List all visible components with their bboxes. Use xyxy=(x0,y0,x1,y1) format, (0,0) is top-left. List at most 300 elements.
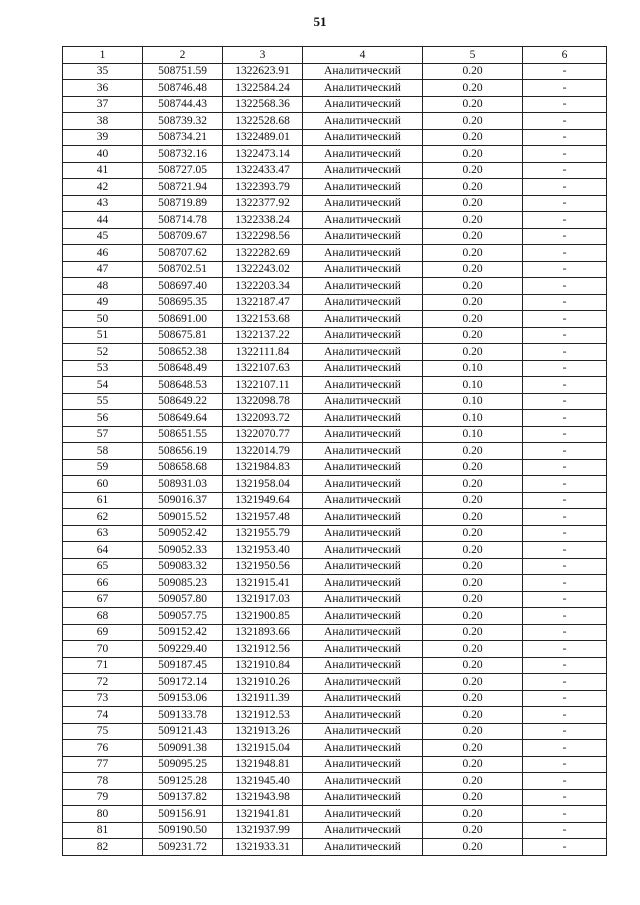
point-number-cell: 62 xyxy=(63,509,143,526)
y-coordinate-cell: 1322473.14 xyxy=(223,146,303,163)
x-coordinate-cell: 509156.91 xyxy=(143,806,223,823)
table-row xyxy=(63,179,607,196)
method-cell: Аналитический xyxy=(303,96,423,113)
table-row xyxy=(63,426,607,443)
note-cell: - xyxy=(523,294,607,311)
y-coordinate-cell: 1322298.56 xyxy=(223,228,303,245)
note-cell: - xyxy=(523,261,607,278)
method-cell: Аналитический xyxy=(303,641,423,658)
accuracy-cell: 0.20 xyxy=(423,459,523,476)
y-coordinate-cell: 1321984.83 xyxy=(223,459,303,476)
x-coordinate-cell: 509231.72 xyxy=(143,839,223,856)
y-coordinate-cell: 1322623.91 xyxy=(223,63,303,80)
header-cell-5: 5 xyxy=(423,47,523,64)
table-body xyxy=(63,63,607,855)
table-row xyxy=(63,261,607,278)
x-coordinate-cell: 508721.94 xyxy=(143,179,223,196)
x-coordinate-cell: 508751.59 xyxy=(143,63,223,80)
note-cell: - xyxy=(523,525,607,542)
x-coordinate-cell: 508727.05 xyxy=(143,162,223,179)
point-number-cell: 47 xyxy=(63,261,143,278)
accuracy-cell: 0.20 xyxy=(423,806,523,823)
note-cell: - xyxy=(523,773,607,790)
method-cell: Аналитический xyxy=(303,459,423,476)
table-row xyxy=(63,674,607,691)
accuracy-cell: 0.20 xyxy=(423,525,523,542)
method-cell: Аналитический xyxy=(303,80,423,97)
x-coordinate-cell: 509229.40 xyxy=(143,641,223,658)
accuracy-cell: 0.20 xyxy=(423,195,523,212)
y-coordinate-cell: 1321910.84 xyxy=(223,657,303,674)
note-cell: - xyxy=(523,212,607,229)
table-row xyxy=(63,410,607,427)
accuracy-cell: 0.20 xyxy=(423,773,523,790)
x-coordinate-cell: 508732.16 xyxy=(143,146,223,163)
x-coordinate-cell: 509152.42 xyxy=(143,624,223,641)
note-cell: - xyxy=(523,690,607,707)
header-row xyxy=(63,47,607,64)
y-coordinate-cell: 1321958.04 xyxy=(223,476,303,493)
table-row xyxy=(63,806,607,823)
point-number-cell: 42 xyxy=(63,179,143,196)
point-number-cell: 69 xyxy=(63,624,143,641)
accuracy-cell: 0.20 xyxy=(423,245,523,262)
y-coordinate-cell: 1322107.63 xyxy=(223,360,303,377)
point-number-cell: 74 xyxy=(63,707,143,724)
y-coordinate-cell: 1321933.31 xyxy=(223,839,303,856)
table-row xyxy=(63,641,607,658)
y-coordinate-cell: 1322528.68 xyxy=(223,113,303,130)
method-cell: Аналитический xyxy=(303,113,423,130)
point-number-cell: 52 xyxy=(63,344,143,361)
accuracy-cell: 0.20 xyxy=(423,228,523,245)
method-cell: Аналитический xyxy=(303,509,423,526)
note-cell: - xyxy=(523,608,607,625)
x-coordinate-cell: 508702.51 xyxy=(143,261,223,278)
method-cell: Аналитический xyxy=(303,740,423,757)
note-cell: - xyxy=(523,96,607,113)
method-cell: Аналитический xyxy=(303,377,423,394)
x-coordinate-cell: 508739.32 xyxy=(143,113,223,130)
method-cell: Аналитический xyxy=(303,839,423,856)
table-row xyxy=(63,146,607,163)
y-coordinate-cell: 1321945.40 xyxy=(223,773,303,790)
x-coordinate-cell: 508744.43 xyxy=(143,96,223,113)
accuracy-cell: 0.10 xyxy=(423,410,523,427)
point-number-cell: 46 xyxy=(63,245,143,262)
table-row xyxy=(63,212,607,229)
method-cell: Аналитический xyxy=(303,756,423,773)
table-row xyxy=(63,245,607,262)
table-row xyxy=(63,162,607,179)
point-number-cell: 43 xyxy=(63,195,143,212)
point-number-cell: 78 xyxy=(63,773,143,790)
header-cell-2: 2 xyxy=(143,47,223,64)
table-row xyxy=(63,311,607,328)
note-cell: - xyxy=(523,558,607,575)
method-cell: Аналитический xyxy=(303,624,423,641)
table-row xyxy=(63,740,607,757)
x-coordinate-cell: 508709.67 xyxy=(143,228,223,245)
y-coordinate-cell: 1321912.53 xyxy=(223,707,303,724)
accuracy-cell: 0.20 xyxy=(423,146,523,163)
y-coordinate-cell: 1322203.34 xyxy=(223,278,303,295)
y-coordinate-cell: 1321937.99 xyxy=(223,822,303,839)
y-coordinate-cell: 1321893.66 xyxy=(223,624,303,641)
point-number-cell: 57 xyxy=(63,426,143,443)
y-coordinate-cell: 1322584.24 xyxy=(223,80,303,97)
table-row xyxy=(63,542,607,559)
table-row xyxy=(63,393,607,410)
note-cell: - xyxy=(523,822,607,839)
point-number-cell: 82 xyxy=(63,839,143,856)
point-number-cell: 38 xyxy=(63,113,143,130)
note-cell: - xyxy=(523,360,607,377)
accuracy-cell: 0.20 xyxy=(423,212,523,229)
accuracy-cell: 0.20 xyxy=(423,278,523,295)
accuracy-cell: 0.20 xyxy=(423,80,523,97)
point-number-cell: 50 xyxy=(63,311,143,328)
y-coordinate-cell: 1321915.04 xyxy=(223,740,303,757)
method-cell: Аналитический xyxy=(303,63,423,80)
y-coordinate-cell: 1321911.39 xyxy=(223,690,303,707)
method-cell: Аналитический xyxy=(303,476,423,493)
accuracy-cell: 0.20 xyxy=(423,509,523,526)
point-number-cell: 75 xyxy=(63,723,143,740)
point-number-cell: 56 xyxy=(63,410,143,427)
header-cell-4: 4 xyxy=(303,47,423,64)
note-cell: - xyxy=(523,542,607,559)
y-coordinate-cell: 1322111.84 xyxy=(223,344,303,361)
table-row xyxy=(63,360,607,377)
note-cell: - xyxy=(523,228,607,245)
y-coordinate-cell: 1322098.78 xyxy=(223,393,303,410)
note-cell: - xyxy=(523,426,607,443)
note-cell: - xyxy=(523,509,607,526)
y-coordinate-cell: 1321912.56 xyxy=(223,641,303,658)
x-coordinate-cell: 508648.49 xyxy=(143,360,223,377)
note-cell: - xyxy=(523,327,607,344)
accuracy-cell: 0.20 xyxy=(423,690,523,707)
x-coordinate-cell: 508658.68 xyxy=(143,459,223,476)
method-cell: Аналитический xyxy=(303,443,423,460)
note-cell: - xyxy=(523,641,607,658)
accuracy-cell: 0.20 xyxy=(423,542,523,559)
table-row xyxy=(63,96,607,113)
y-coordinate-cell: 1321900.85 xyxy=(223,608,303,625)
x-coordinate-cell: 508649.64 xyxy=(143,410,223,427)
point-number-cell: 66 xyxy=(63,575,143,592)
method-cell: Аналитический xyxy=(303,707,423,724)
x-coordinate-cell: 509153.06 xyxy=(143,690,223,707)
header-cell-6: 6 xyxy=(523,47,607,64)
note-cell: - xyxy=(523,575,607,592)
method-cell: Аналитический xyxy=(303,789,423,806)
x-coordinate-cell: 508675.81 xyxy=(143,327,223,344)
note-cell: - xyxy=(523,707,607,724)
method-cell: Аналитический xyxy=(303,294,423,311)
table-row xyxy=(63,756,607,773)
method-cell: Аналитический xyxy=(303,690,423,707)
y-coordinate-cell: 1322070.77 xyxy=(223,426,303,443)
point-number-cell: 55 xyxy=(63,393,143,410)
x-coordinate-cell: 509057.80 xyxy=(143,591,223,608)
table-row xyxy=(63,80,607,97)
header-cell-1: 1 xyxy=(63,47,143,64)
table-row xyxy=(63,575,607,592)
y-coordinate-cell: 1322243.02 xyxy=(223,261,303,278)
accuracy-cell: 0.20 xyxy=(423,344,523,361)
table-row xyxy=(63,228,607,245)
point-number-cell: 40 xyxy=(63,146,143,163)
table-row xyxy=(63,113,607,130)
accuracy-cell: 0.20 xyxy=(423,624,523,641)
point-number-cell: 45 xyxy=(63,228,143,245)
x-coordinate-cell: 509052.42 xyxy=(143,525,223,542)
method-cell: Аналитический xyxy=(303,228,423,245)
method-cell: Аналитический xyxy=(303,393,423,410)
note-cell: - xyxy=(523,245,607,262)
point-number-cell: 73 xyxy=(63,690,143,707)
accuracy-cell: 0.20 xyxy=(423,311,523,328)
table-row xyxy=(63,476,607,493)
x-coordinate-cell: 509187.45 xyxy=(143,657,223,674)
y-coordinate-cell: 1322489.01 xyxy=(223,129,303,146)
accuracy-cell: 0.20 xyxy=(423,179,523,196)
table-row xyxy=(63,723,607,740)
x-coordinate-cell: 508652.38 xyxy=(143,344,223,361)
x-coordinate-cell: 508714.78 xyxy=(143,212,223,229)
point-number-cell: 80 xyxy=(63,806,143,823)
note-cell: - xyxy=(523,492,607,509)
point-number-cell: 64 xyxy=(63,542,143,559)
accuracy-cell: 0.20 xyxy=(423,96,523,113)
y-coordinate-cell: 1322338.24 xyxy=(223,212,303,229)
point-number-cell: 39 xyxy=(63,129,143,146)
method-cell: Аналитический xyxy=(303,146,423,163)
table-row xyxy=(63,789,607,806)
method-cell: Аналитический xyxy=(303,426,423,443)
accuracy-cell: 0.20 xyxy=(423,608,523,625)
accuracy-cell: 0.20 xyxy=(423,162,523,179)
note-cell: - xyxy=(523,311,607,328)
y-coordinate-cell: 1322187.47 xyxy=(223,294,303,311)
accuracy-cell: 0.20 xyxy=(423,591,523,608)
y-coordinate-cell: 1321957.48 xyxy=(223,509,303,526)
y-coordinate-cell: 1321953.40 xyxy=(223,542,303,559)
point-number-cell: 67 xyxy=(63,591,143,608)
method-cell: Аналитический xyxy=(303,806,423,823)
accuracy-cell: 0.20 xyxy=(423,558,523,575)
note-cell: - xyxy=(523,63,607,80)
note-cell: - xyxy=(523,278,607,295)
accuracy-cell: 0.20 xyxy=(423,641,523,658)
x-coordinate-cell: 508707.62 xyxy=(143,245,223,262)
point-number-cell: 71 xyxy=(63,657,143,674)
method-cell: Аналитический xyxy=(303,327,423,344)
point-number-cell: 61 xyxy=(63,492,143,509)
note-cell: - xyxy=(523,162,607,179)
y-coordinate-cell: 1321948.81 xyxy=(223,756,303,773)
accuracy-cell: 0.10 xyxy=(423,426,523,443)
method-cell: Аналитический xyxy=(303,723,423,740)
point-number-cell: 76 xyxy=(63,740,143,757)
table-row xyxy=(63,839,607,856)
method-cell: Аналитический xyxy=(303,311,423,328)
x-coordinate-cell: 509190.50 xyxy=(143,822,223,839)
table-row xyxy=(63,63,607,80)
x-coordinate-cell: 508719.89 xyxy=(143,195,223,212)
y-coordinate-cell: 1321915.41 xyxy=(223,575,303,592)
accuracy-cell: 0.20 xyxy=(423,327,523,344)
page-number: 51 xyxy=(313,14,327,29)
table-row xyxy=(63,294,607,311)
table-row xyxy=(63,344,607,361)
point-number-cell: 41 xyxy=(63,162,143,179)
accuracy-cell: 0.20 xyxy=(423,756,523,773)
note-cell: - xyxy=(523,839,607,856)
point-number-cell: 44 xyxy=(63,212,143,229)
note-cell: - xyxy=(523,789,607,806)
note-cell: - xyxy=(523,756,607,773)
method-cell: Аналитический xyxy=(303,179,423,196)
method-cell: Аналитический xyxy=(303,674,423,691)
y-coordinate-cell: 1321950.56 xyxy=(223,558,303,575)
note-cell: - xyxy=(523,146,607,163)
y-coordinate-cell: 1321943.98 xyxy=(223,789,303,806)
x-coordinate-cell: 509085.23 xyxy=(143,575,223,592)
table-row xyxy=(63,558,607,575)
table-row xyxy=(63,492,607,509)
accuracy-cell: 0.20 xyxy=(423,261,523,278)
point-number-cell: 79 xyxy=(63,789,143,806)
y-coordinate-cell: 1322107.11 xyxy=(223,377,303,394)
point-number-cell: 65 xyxy=(63,558,143,575)
accuracy-cell: 0.20 xyxy=(423,63,523,80)
point-number-cell: 48 xyxy=(63,278,143,295)
table-row xyxy=(63,608,607,625)
x-coordinate-cell: 509133.78 xyxy=(143,707,223,724)
note-cell: - xyxy=(523,344,607,361)
table-row xyxy=(63,822,607,839)
table-row xyxy=(63,129,607,146)
method-cell: Аналитический xyxy=(303,162,423,179)
x-coordinate-cell: 509057.75 xyxy=(143,608,223,625)
method-cell: Аналитический xyxy=(303,558,423,575)
method-cell: Аналитический xyxy=(303,344,423,361)
note-cell: - xyxy=(523,443,607,460)
note-cell: - xyxy=(523,129,607,146)
x-coordinate-cell: 509125.28 xyxy=(143,773,223,790)
y-coordinate-cell: 1322014.79 xyxy=(223,443,303,460)
accuracy-cell: 0.20 xyxy=(423,575,523,592)
table-row xyxy=(63,690,607,707)
accuracy-cell: 0.20 xyxy=(423,657,523,674)
method-cell: Аналитический xyxy=(303,492,423,509)
note-cell: - xyxy=(523,476,607,493)
method-cell: Аналитический xyxy=(303,542,423,559)
table-row xyxy=(63,278,607,295)
y-coordinate-cell: 1322377.92 xyxy=(223,195,303,212)
method-cell: Аналитический xyxy=(303,195,423,212)
x-coordinate-cell: 508697.40 xyxy=(143,278,223,295)
y-coordinate-cell: 1321917.03 xyxy=(223,591,303,608)
method-cell: Аналитический xyxy=(303,591,423,608)
note-cell: - xyxy=(523,723,607,740)
y-coordinate-cell: 1322568.36 xyxy=(223,96,303,113)
x-coordinate-cell: 508648.53 xyxy=(143,377,223,394)
y-coordinate-cell: 1322282.69 xyxy=(223,245,303,262)
note-cell: - xyxy=(523,806,607,823)
point-number-cell: 35 xyxy=(63,63,143,80)
point-number-cell: 58 xyxy=(63,443,143,460)
accuracy-cell: 0.10 xyxy=(423,360,523,377)
method-cell: Аналитический xyxy=(303,360,423,377)
method-cell: Аналитический xyxy=(303,608,423,625)
note-cell: - xyxy=(523,624,607,641)
method-cell: Аналитический xyxy=(303,245,423,262)
x-coordinate-cell: 508691.00 xyxy=(143,311,223,328)
method-cell: Аналитический xyxy=(303,525,423,542)
point-number-cell: 63 xyxy=(63,525,143,542)
x-coordinate-cell: 508656.19 xyxy=(143,443,223,460)
header-cell-3: 3 xyxy=(223,47,303,64)
y-coordinate-cell: 1322393.79 xyxy=(223,179,303,196)
accuracy-cell: 0.20 xyxy=(423,476,523,493)
point-number-cell: 60 xyxy=(63,476,143,493)
x-coordinate-cell: 509083.32 xyxy=(143,558,223,575)
x-coordinate-cell: 508651.55 xyxy=(143,426,223,443)
point-number-cell: 77 xyxy=(63,756,143,773)
x-coordinate-cell: 509121.43 xyxy=(143,723,223,740)
point-number-cell: 70 xyxy=(63,641,143,658)
table-row xyxy=(63,525,607,542)
y-coordinate-cell: 1321955.79 xyxy=(223,525,303,542)
table-row xyxy=(63,707,607,724)
accuracy-cell: 0.20 xyxy=(423,674,523,691)
method-cell: Аналитический xyxy=(303,773,423,790)
table-row xyxy=(63,377,607,394)
accuracy-cell: 0.20 xyxy=(423,723,523,740)
note-cell: - xyxy=(523,591,607,608)
accuracy-cell: 0.20 xyxy=(423,707,523,724)
table-row xyxy=(63,624,607,641)
point-number-cell: 72 xyxy=(63,674,143,691)
point-number-cell: 37 xyxy=(63,96,143,113)
method-cell: Аналитический xyxy=(303,575,423,592)
accuracy-cell: 0.20 xyxy=(423,789,523,806)
accuracy-cell: 0.20 xyxy=(423,294,523,311)
x-coordinate-cell: 508746.48 xyxy=(143,80,223,97)
note-cell: - xyxy=(523,113,607,130)
point-number-cell: 81 xyxy=(63,822,143,839)
accuracy-cell: 0.20 xyxy=(423,113,523,130)
note-cell: - xyxy=(523,410,607,427)
note-cell: - xyxy=(523,195,607,212)
note-cell: - xyxy=(523,740,607,757)
point-number-cell: 53 xyxy=(63,360,143,377)
accuracy-cell: 0.10 xyxy=(423,393,523,410)
accuracy-cell: 0.20 xyxy=(423,129,523,146)
method-cell: Аналитический xyxy=(303,212,423,229)
note-cell: - xyxy=(523,179,607,196)
table-row xyxy=(63,195,607,212)
table-row xyxy=(63,591,607,608)
y-coordinate-cell: 1322433.47 xyxy=(223,162,303,179)
note-cell: - xyxy=(523,657,607,674)
point-number-cell: 68 xyxy=(63,608,143,625)
table-row xyxy=(63,509,607,526)
